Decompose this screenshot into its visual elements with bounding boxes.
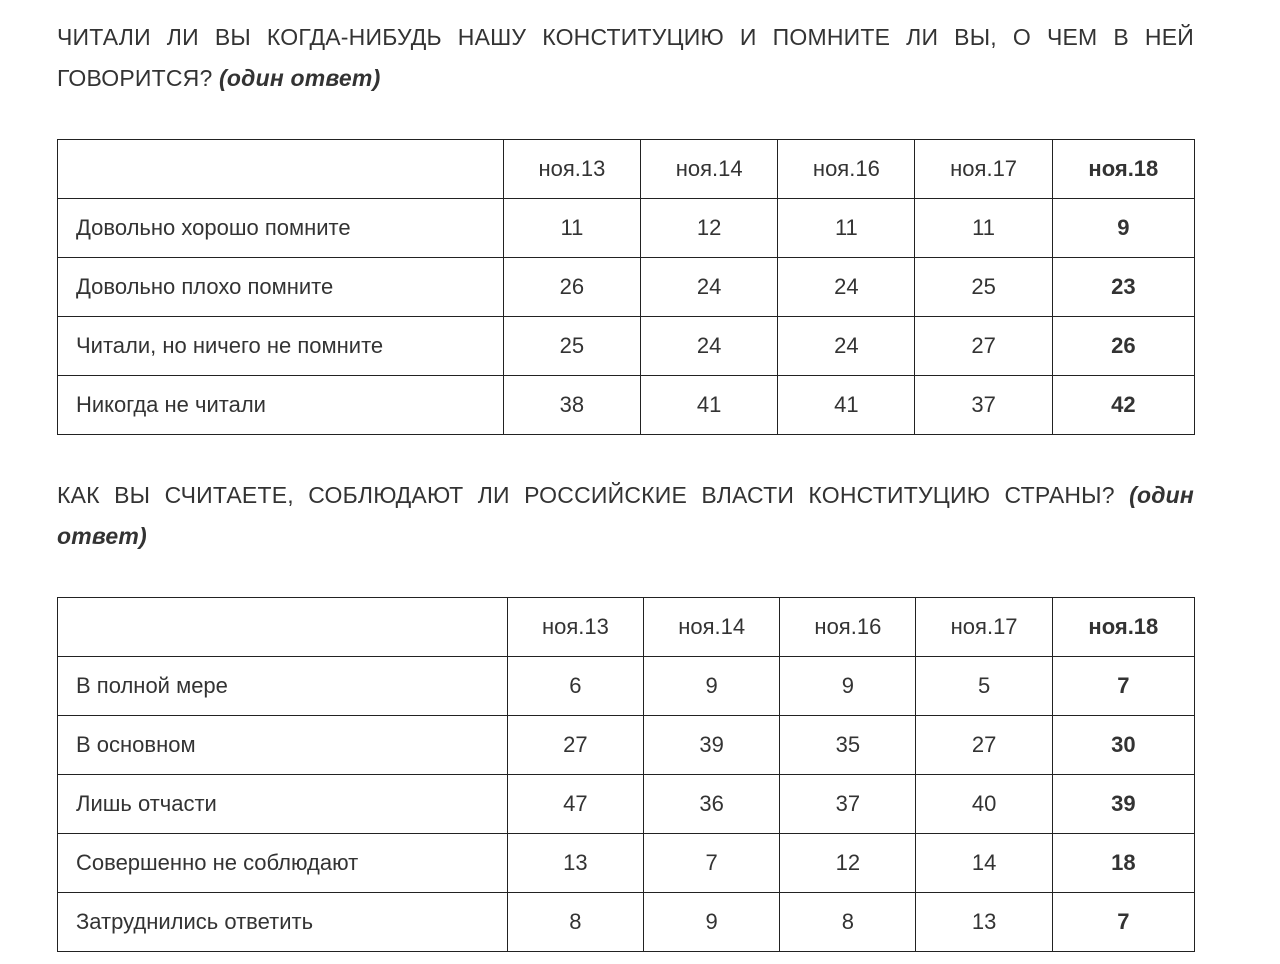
- value-cell: 26: [503, 258, 640, 317]
- row-label: В основном: [58, 716, 508, 775]
- table-row: [58, 775, 1195, 834]
- row-label: Совершенно не соблюдают: [58, 834, 508, 893]
- table-row: [58, 893, 1195, 952]
- results-table-2: [57, 597, 1195, 952]
- value-cell: 8: [780, 893, 916, 952]
- value-cell: 24: [641, 317, 778, 376]
- row-label: Читали, но ничего не помните: [58, 317, 504, 376]
- table-row: [58, 317, 1195, 376]
- column-header: ноя.18: [1052, 598, 1194, 657]
- value-cell: 23: [1052, 258, 1194, 317]
- value-cell: 9: [644, 893, 780, 952]
- value-cell: 37: [915, 376, 1052, 435]
- value-cell: 24: [778, 258, 915, 317]
- value-cell: 39: [644, 716, 780, 775]
- row-label: В полной мере: [58, 657, 508, 716]
- row-label: Лишь отчасти: [58, 775, 508, 834]
- column-header: ноя.13: [507, 598, 643, 657]
- value-cell: 36: [644, 775, 780, 834]
- value-cell: 7: [644, 834, 780, 893]
- answer-note: (один ответ): [57, 482, 1194, 549]
- table-row: [58, 258, 1195, 317]
- value-cell: 42: [1052, 376, 1194, 435]
- value-cell: 8: [507, 893, 643, 952]
- question-text: КАК ВЫ СЧИТАЕТЕ, СОБЛЮДАЮТ ЛИ РОССИЙСКИЕ ВЛАСТИ КОНСТИТУЦИЮ СТРАНЫ?: [57, 482, 1115, 508]
- value-cell: 38: [503, 376, 640, 435]
- value-cell: 35: [780, 716, 916, 775]
- value-cell: 25: [915, 258, 1052, 317]
- question-2: [57, 475, 1194, 557]
- column-header: ноя.17: [915, 140, 1052, 199]
- answer-note: (один ответ): [219, 65, 381, 91]
- value-cell: 25: [503, 317, 640, 376]
- header-row: [58, 140, 1195, 199]
- column-header: ноя.16: [778, 140, 915, 199]
- value-cell: 24: [641, 258, 778, 317]
- column-header: ноя.18: [1052, 140, 1194, 199]
- row-label: Никогда не читали: [58, 376, 504, 435]
- row-label: Довольно хорошо помните: [58, 199, 504, 258]
- value-cell: 5: [916, 657, 1052, 716]
- value-cell: 12: [780, 834, 916, 893]
- value-cell: 9: [1052, 199, 1194, 258]
- value-cell: 27: [916, 716, 1052, 775]
- value-cell: 9: [644, 657, 780, 716]
- value-cell: 47: [507, 775, 643, 834]
- value-cell: 40: [916, 775, 1052, 834]
- value-cell: 27: [507, 716, 643, 775]
- table-row: [58, 716, 1195, 775]
- question-text: ЧИТАЛИ ЛИ ВЫ КОГДА-НИБУДЬ НАШУ КОНСТИТУЦИЮ И ПОМНИТЕ ЛИ ВЫ, О ЧЕМ В НЕЙ ГОВОРИТСЯ?: [57, 24, 1194, 91]
- value-cell: 18: [1052, 834, 1194, 893]
- value-cell: 14: [916, 834, 1052, 893]
- column-header: ноя.17: [916, 598, 1052, 657]
- value-cell: 7: [1052, 657, 1194, 716]
- row-label: Довольно плохо помните: [58, 258, 504, 317]
- table-row: [58, 657, 1195, 716]
- value-cell: 7: [1052, 893, 1194, 952]
- value-cell: 12: [641, 199, 778, 258]
- column-header: ноя.13: [503, 140, 640, 199]
- column-header: ноя.14: [644, 598, 780, 657]
- table-row: [58, 834, 1195, 893]
- table-row: [58, 376, 1195, 435]
- column-header: ноя.14: [641, 140, 778, 199]
- value-cell: 6: [507, 657, 643, 716]
- value-cell: 27: [915, 317, 1052, 376]
- value-cell: 13: [916, 893, 1052, 952]
- value-cell: 24: [778, 317, 915, 376]
- header-empty-cell: [58, 598, 508, 657]
- value-cell: 11: [503, 199, 640, 258]
- value-cell: 11: [778, 199, 915, 258]
- value-cell: 11: [915, 199, 1052, 258]
- question-1: [57, 17, 1194, 99]
- row-label: Затруднились ответить: [58, 893, 508, 952]
- value-cell: 9: [780, 657, 916, 716]
- value-cell: 30: [1052, 716, 1194, 775]
- value-cell: 41: [641, 376, 778, 435]
- value-cell: 13: [507, 834, 643, 893]
- value-cell: 41: [778, 376, 915, 435]
- header-row: [58, 598, 1195, 657]
- table-row: [58, 199, 1195, 258]
- value-cell: 37: [780, 775, 916, 834]
- header-empty-cell: [58, 140, 504, 199]
- value-cell: 39: [1052, 775, 1194, 834]
- results-table-1: [57, 139, 1195, 435]
- column-header: ноя.16: [780, 598, 916, 657]
- value-cell: 26: [1052, 317, 1194, 376]
